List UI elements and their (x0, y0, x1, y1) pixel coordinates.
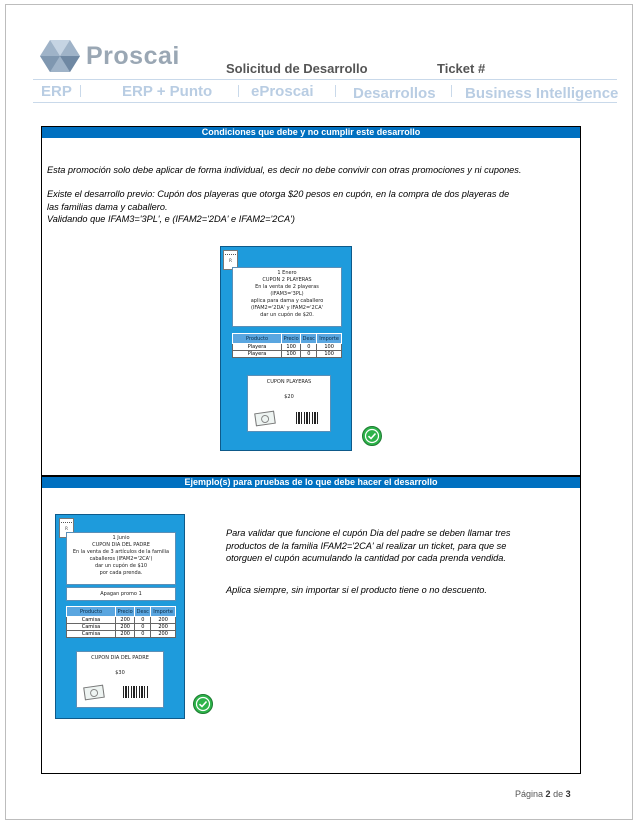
logo-text: Proscai (86, 42, 180, 70)
nav-separator (80, 85, 81, 97)
table-row: Playera 100 0 100 (233, 351, 342, 358)
money-bill-icon (83, 685, 105, 701)
table-row: Camisa 200 0 200 (67, 624, 176, 631)
conditions-section (41, 126, 581, 476)
conditions-header: Condiciones que debe y no cumplir este desarrollo (42, 127, 580, 138)
coupon-amount: $30 (115, 670, 125, 676)
col-desc: Desc (302, 335, 315, 342)
pos-mockup (220, 246, 352, 451)
table-row: Camisa 200 0 200 (67, 631, 176, 638)
header-rule-bottom (33, 102, 617, 103)
header-rule-top (33, 79, 617, 80)
coupon-card (76, 651, 164, 708)
document-title: Solicitud de Desarrollo (226, 61, 368, 76)
check-icon (362, 426, 382, 446)
nav-business-intelligence: Business Intelligence (465, 85, 619, 102)
sales-table (232, 333, 342, 358)
notepad-icon: R (223, 250, 238, 270)
col-producto: Producto (67, 607, 116, 617)
coupon-card (247, 375, 331, 432)
col-importe: Importe (151, 607, 176, 617)
col-precio: Precio (282, 334, 301, 344)
nav-eproscai: eProscai (251, 83, 314, 100)
test-paragraph: Para validar que funcione el cupón Dia del padre se deben llamar tres productos de la familia IFAM2='2CA' al realizar un ticket, para que se otorguen el cupón acumulando la cantidad por cada prenda vendida. (226, 528, 511, 563)
notepad-icon: R (59, 518, 74, 538)
applies-always-paragraph: Aplica siempre, sin importar si el producto tiene o no descuento. (226, 585, 487, 595)
examples-section (41, 476, 581, 774)
nav-separator (451, 85, 452, 97)
conditions-paragraph: Esta promoción solo debe aplicar de forma individual, es decir no debe convivir con otras promociones y ni cupones. (47, 165, 522, 175)
coupon-amount: $20 (284, 394, 294, 400)
proscai-logo-icon (40, 38, 80, 74)
col-desc: Desc (136, 608, 149, 615)
promo-description: 1 Enero CUPON 2 PLAYERAS En la venta de 2 playeras (IFAM3='3PL) aplica para dama y caballero (IFAM2='2DA' y IFAM2='2CA' dar un cupón de $20. (232, 267, 342, 327)
pos-mockup (55, 514, 185, 719)
nav-separator (335, 85, 336, 97)
examples-header: Ejemplo(s) para pruebas de lo que debe hacer el desarrollo (42, 477, 580, 488)
col-producto: Producto (233, 334, 282, 344)
coupon-title: CUPON PLAYERAS (266, 379, 312, 385)
promo-description: 1 Junio CUPON DIA DEL PADRE En la venta de 3 artículos de la familia caballeros (IFAM2='2CA') dar un cupón de $10 por cada prenda. (66, 532, 176, 585)
table-row: Playera 100 0 100 (233, 344, 342, 351)
nav-erp: ERP (41, 83, 72, 100)
previous-development-paragraph: Existe el desarrollo previo: Cupón dos playeras que otorga $20 pesos en cupón, en la compra de dos playeras de las familias dama y caballero. Validando que IFAM3='3PL', e (IFAM2='2DA' e IFAM2='2CA') (47, 189, 510, 224)
note-panel: Apagan promo 1 (66, 587, 176, 601)
check-icon (193, 694, 213, 714)
nav-separator (238, 85, 239, 97)
sales-table (66, 606, 176, 638)
ticket-label: Ticket # (437, 61, 486, 76)
col-precio: Precio (116, 607, 135, 617)
table-row: Camisa 200 0 200 (67, 617, 176, 624)
coupon-title: CUPON DIA DEL PADRE (91, 655, 149, 661)
page-number: Página 2 de 3 (515, 789, 571, 799)
nav-desarrollos: Desarrollos (353, 85, 436, 102)
barcode-icon (123, 686, 149, 698)
nav-erp-punto: ERP + Punto (122, 83, 213, 100)
col-importe: Importe (317, 334, 342, 344)
barcode-icon (296, 412, 320, 424)
money-bill-icon (254, 411, 276, 427)
